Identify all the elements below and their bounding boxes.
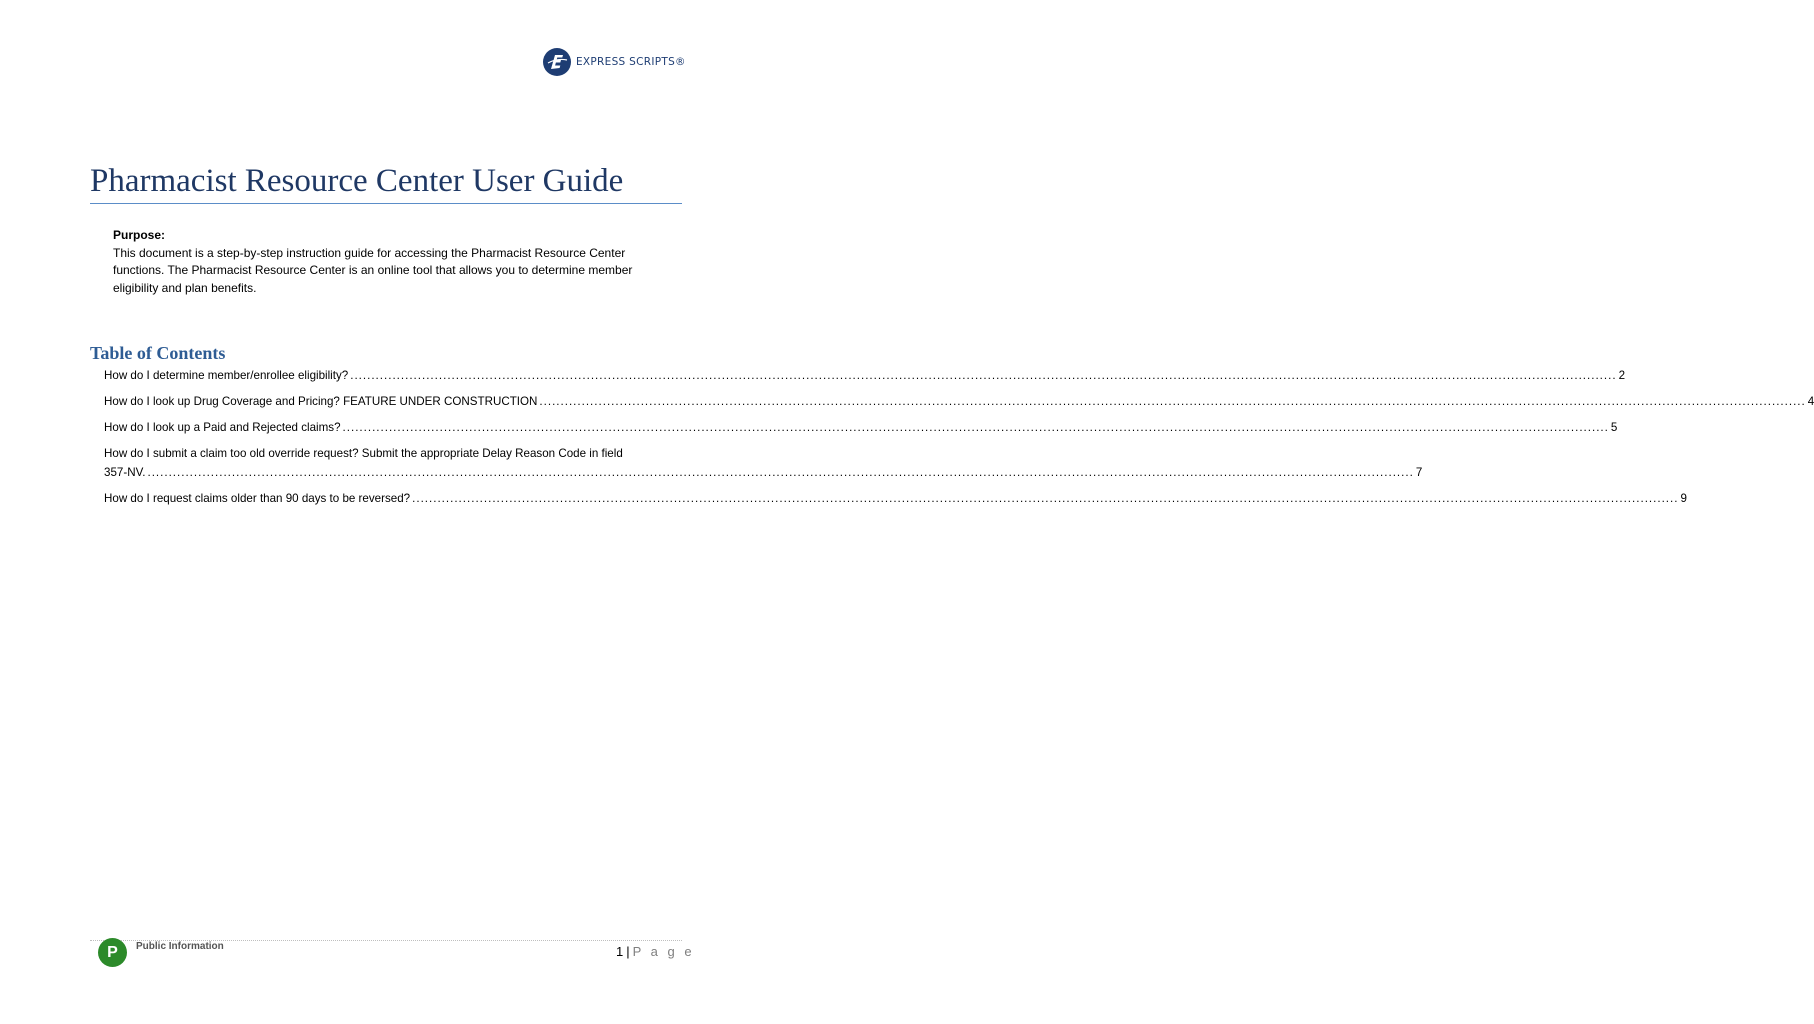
toc-leader-dots: ............................................................................................................................................................................................................................................................................................................ bbox=[539, 395, 1806, 408]
toc-page-number: 7 bbox=[1415, 466, 1423, 479]
toc-entry-claim-too-old[interactable] bbox=[104, 444, 1423, 482]
document-title: Pharmacist Resource Center User Guide bbox=[90, 163, 624, 199]
express-scripts-logo-icon bbox=[542, 47, 572, 77]
logo-wordmark: EXPRESS SCRIPTS® bbox=[576, 56, 686, 68]
toc-leader-dots: ............................................................................................................................................................................................................................................................................................................ bbox=[350, 369, 1617, 382]
toc-page-number: 5 bbox=[1610, 421, 1618, 434]
toc-page-number: 4 bbox=[1807, 395, 1814, 408]
toc-page-number: 2 bbox=[1618, 369, 1626, 382]
page-number-separator: | bbox=[626, 944, 630, 959]
toc-leader-dots: ............................................................................................................................................................................................................................................................................................................ bbox=[342, 421, 1609, 434]
title-underline bbox=[90, 203, 682, 204]
toc-leader-dots: ............................................................................................................................................................................................................................................................................................................ bbox=[412, 492, 1679, 505]
page-word: P a g e bbox=[632, 944, 695, 959]
toc-entry-text: How do I determine member/enrollee eligibility? bbox=[104, 369, 349, 382]
toc-entry-drug-coverage[interactable] bbox=[104, 392, 1814, 411]
table-of-contents bbox=[104, 366, 1814, 515]
toc-entry-text: How do I look up Drug Coverage and Pricing? FEATURE UNDER CONSTRUCTION bbox=[104, 395, 538, 408]
purpose-body: This document is a step-by-step instruction guide for accessing the Pharmacist Resource Center functions. The Pharmacist Resource Center is an online tool that allows you to determine member eligibility and plan benefits. bbox=[113, 245, 633, 295]
toc-entry-text: How do I look up a Paid and Rejected claims? bbox=[104, 421, 341, 434]
toc-entry-eligibility[interactable] bbox=[104, 366, 1626, 385]
toc-page-number: 9 bbox=[1680, 492, 1687, 505]
purpose-label: Purpose: bbox=[113, 228, 166, 242]
toc-entry-reverse-old-claims[interactable] bbox=[104, 489, 1687, 508]
page-number-value: 1 bbox=[616, 944, 624, 959]
toc-entry-text-line1: How do I submit a claim too old override request? Submit the appropriate Delay Reason Code in field bbox=[104, 447, 623, 460]
page-number bbox=[616, 944, 695, 959]
public-information-badge-icon: P bbox=[98, 938, 127, 967]
toc-heading: Table of Contents bbox=[90, 343, 226, 363]
toc-leader-dots: ............................................................................................................................................................................................................................................................................................................ bbox=[147, 466, 1414, 479]
classification-label: Public Information bbox=[136, 941, 224, 952]
toc-entry-paid-rejected-claims[interactable] bbox=[104, 418, 1618, 437]
toc-entry-text: 357-NV. bbox=[104, 466, 146, 479]
purpose-section bbox=[113, 227, 673, 297]
toc-entry-text: How do I request claims older than 90 days to be reversed? bbox=[104, 492, 411, 505]
express-scripts-logo bbox=[542, 45, 686, 79]
